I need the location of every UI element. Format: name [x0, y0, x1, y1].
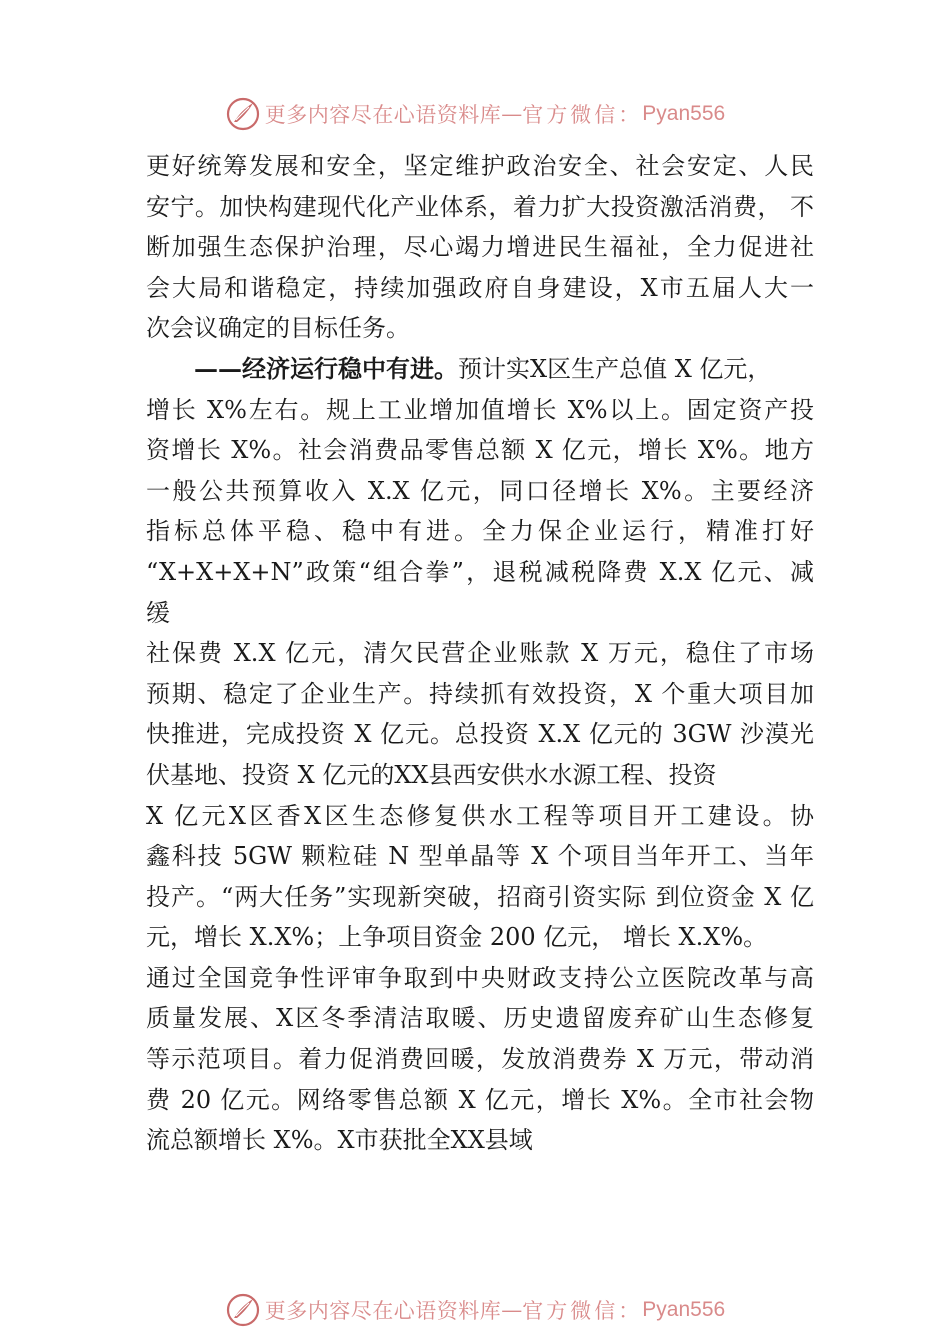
body-line: 投产。“两大任务”实现新突破，招商引资实际 到位资金 X 亿 — [146, 882, 814, 911]
banner-title: 更多内容尽在心语资料库 — [264, 1299, 502, 1323]
quill-seal-icon — [225, 96, 261, 132]
banner-separator: — — [501, 102, 523, 126]
body-line: 通过全国竞争性评审争取到中央财政支持公立医院改革与高 — [146, 963, 814, 992]
banner-wechat-label: 官方微信： — [522, 103, 643, 127]
banner-wechat-id: Pyan556 — [642, 1298, 726, 1321]
section-heading-line — [146, 349, 814, 390]
body-line: 资增长 X%。社会消费品零售总额 X 亿元，增长 X%。地方 — [146, 436, 814, 465]
quill-seal-icon — [225, 1292, 261, 1328]
body-line: 更好统筹发展和安全，坚定维护政治安全、社会安定、人民 — [146, 152, 814, 180]
body-line: 指标总体平稳、稳中有进。全力保企业运行，精准打好 — [146, 517, 814, 546]
banner-separator: — — [501, 1298, 523, 1322]
body-line: 费 20 亿元。网络零售总额 X 亿元，增长 X%。全市社会物 — [146, 1085, 814, 1114]
document-body — [146, 146, 814, 1161]
body-line: 质量发展、X区冬季清洁取暖、历史遗留废弃矿山生态修复 — [146, 1004, 814, 1033]
body-line: 会大局和谐稳定，持续加强政府自身建设，X市五届人大一 — [146, 273, 814, 302]
body-line: 断加强生态保护治理，尽心竭力增进民生福祉，全力促进社 — [146, 233, 814, 262]
body-line: “X+X+X+N”政策“组合拳”，退税减税降费 X.X 亿元、减 — [146, 557, 814, 586]
section-heading-rest: 预计实X区生产总值 X 亿元， — [458, 354, 772, 383]
header-banner — [0, 94, 950, 134]
body-line: 流总额增长 X%。X市获批全XX县域 — [146, 1126, 533, 1155]
body-line: 鑫科技 5GW 颗粒硅 N 型单晶等 X 个项目当年开工、当年 — [146, 842, 814, 871]
body-line: 安宁。加快构建现代化产业体系，着力扩大投资激活消费， 不 — [146, 192, 814, 221]
body-line: X 亿元X区香X区生态修复供水工程等项目开工建设。协 — [146, 801, 814, 830]
body-line: 缓 — [146, 598, 170, 627]
body-line: 快推进，完成投资 X 亿元。总投资 X.X 亿元的 3GW 沙漠光 — [146, 720, 814, 749]
body-line: 增长 X%左右。规上工业增加值增长 X%以上。固定资产投 — [146, 395, 814, 424]
body-line: 元，增长 X.X%；上争项目资金 200 亿元， 增长 X.X%。 — [146, 923, 768, 952]
body-line: 预期、稳定了企业生产。持续抓有效投资，X 个重大项目加 — [146, 679, 814, 708]
footer-banner — [0, 1290, 950, 1330]
body-line: 等示范项目。着力促消费回暖，发放消费券 X 万元，带动消 — [146, 1045, 814, 1074]
body-line: 一般公共预算收入 X.X 亿元，同口径增长 X%。主要经济 — [146, 476, 814, 505]
banner-wechat-label: 官方微信： — [522, 1299, 643, 1323]
section-heading: ——经济运行稳中有进。 — [194, 353, 458, 383]
body-line: 社保费 X.X 亿元，清欠民营企业账款 X 万元，稳住了市场 — [146, 639, 814, 668]
body-line: 次会议确定的目标任务。 — [146, 314, 410, 343]
banner-wechat-id: Pyan556 — [642, 102, 726, 125]
body-line: 伏基地、投资 X 亿元的XX县西安供水水源工程、投资 — [146, 760, 717, 789]
banner-title: 更多内容尽在心语资料库 — [264, 103, 502, 127]
